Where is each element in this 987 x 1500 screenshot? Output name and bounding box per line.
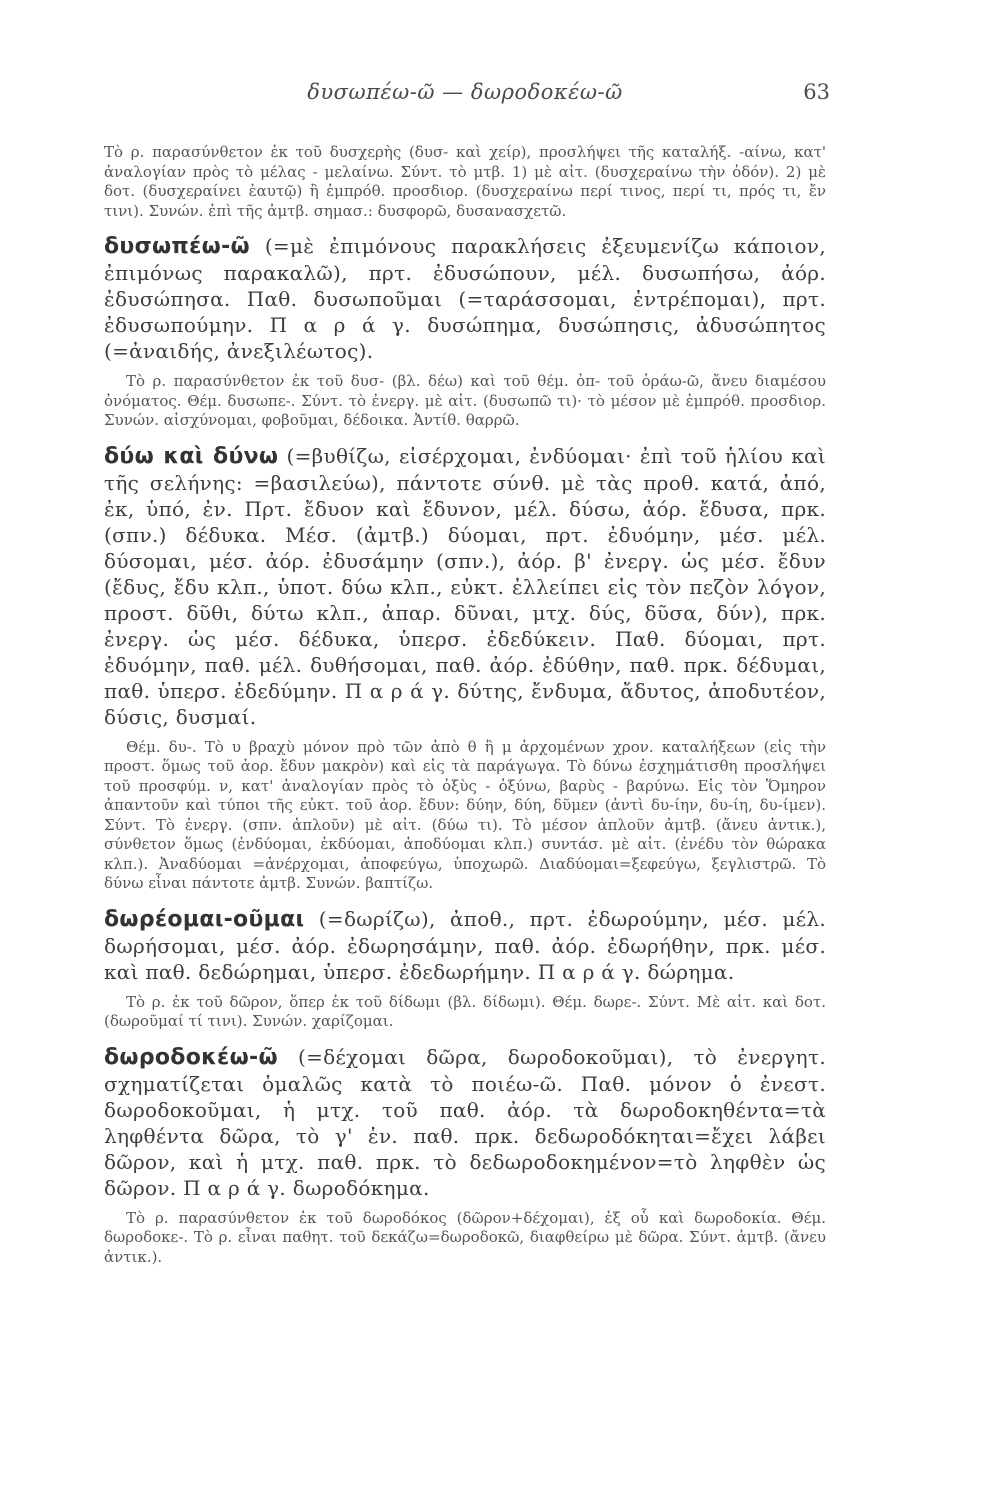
dictionary-entry — [104, 1044, 826, 1268]
entry-lemma: δυσωπέω-ῶ — [104, 234, 250, 259]
dictionary-entry — [104, 443, 826, 894]
entry-lemma: δωρέομαι-οῦμαι — [104, 906, 305, 932]
entry-text: (=βυθίζω, εἰσέρχομαι, ἐνδύομαι· ἐπὶ τοῦ ἡλίου καὶ τῆς σελήνης: =βασιλεύω), πάντοτε σύνθ. μὲ τὰς προθ. κατά, ἀπό, ἐκ, ὑπό, ἐν. Πρτ. ἔδυον καὶ ἔδυνον, μέλ. δύσω, ἀόρ. ἔδυσα, πρκ. (σπν.) δέδυκα. Μέσ. (ἀμτβ.) δύομαι, πρτ. ἐδυόμην, μέσ. μέλ. δύσομαι, μέσ. ἀόρ. ἐδυσάμην (σπν.), ἀόρ. β' ἐνεργ. ὡς μέσ. ἔδυν (ἔδυς, ἔδυ κλπ., ὑποτ. δύω κλπ., εὐκτ. ἐλλείπει εἰς τὸν πεζὸν λόγον, προστ. δῦθι, δύτω κλπ., ἀπαρ. δῦναι, μτχ. δύς, δῦσα, δύν), πρκ. ἐνεργ. ὡς μέσ. δέδυκα, ὑπερσ. ἐδεδύκειν. Παθ. δύομαι, πρτ. ἐδυόμην, παθ. μέλ. δυθήσομαι, παθ. ἀόρ. ἐδύθην, παθ. πρκ. δέδυμαι, παθ. ὑπερσ. ἐδεδύμην. Π α ρ ά γ. δύτης, ἔνδυμα, ἄδυτος, ἀποδυτέον, δύσις, δυσμαί. — [104, 443, 826, 729]
entry-definition — [104, 906, 826, 985]
entry-lemma: δύω καὶ δύνω — [104, 443, 279, 469]
etymology-note: Θέμ. δυ-. Τὸ υ βραχὺ μόνον πρὸ τῶν ἀπὸ θ ἢ μ ἀρχομένων χρον. καταλήξεων (εἰς τὴν προστ. ὅμως τοῦ ἀορ. ἔδυν μακρὸν) καὶ εἰς τὰ παράγωγα. Τὸ δύνω ἐσχημάτισθη προσλήψει τοῦ προσφύμ. ν, κατ' ἀναλογίαν πρὸς τὸ ὀξὺς - ὀξύνω, βαρὺς - βαρύνω. Εἰς τὸν Ὅμηρον ἀπαντοῦν καὶ τύποι τῆς εὐκτ. τοῦ ἀορ. ἔδυν: δύην, δύη, δῦμεν (ἀντὶ δυ-ίην, δυ-ίη, δυ-ίμεν). Σύντ. Τὸ ἐνεργ. (σπν. ἁπλοῦν) μὲ αἰτ. (δύω τι). Τὸ μέσον ἁπλοῦν ἀμτβ. (ἄνευ ἀντικ.), σύνθετον ὅμως (ἐνδύομαι, ἐκδύομαι, ἀποδύομαι κλπ.) συντάσ. μὲ αἰτ. (ἐνέδυ τὸν θώρακα κλπ.). Ἀναδύομαι =ἀνέρχομαι, ἀποφεύγω, ὑποχωρῶ. Διαδύομαι=ξεφεύγω, ξεγλιστρῶ. Τὸ δύνω εἶναι πάντοτε ἀμτβ. Συνών. βαπτίζω. — [104, 737, 826, 892]
page-header — [100, 80, 830, 120]
entry-text: (=δέχομαι δῶρα, δωροδοκοῦμαι), τὸ ἐνεργητ. σχηματίζεται ὁμαλῶς κατὰ τὸ ποιέω-ῶ. Παθ. μόνον ὁ ἐνεστ. δωροδοκοῦμαι, ἡ μτχ. τοῦ παθ. ἀόρ. τὰ δωροδοκηθέντα=τὰ ληφθέντα δῶρα, τὸ γ' ἑν. παθ. πρκ. δεδωροδόκηται=ἔχει λάβει δῶρον, καὶ ἡ μτχ. παθ. πρκ. τὸ δεδωροδοκημένον=τὸ ληφθὲν ὡς δῶρον. Π α ρ ά γ. δωροδόκημα. — [104, 1044, 826, 1200]
entry-definition — [104, 233, 826, 364]
dictionary-entry — [104, 233, 826, 431]
continued-entry — [104, 143, 826, 221]
etymology-note: Τὸ ρ. παρασύνθετον ἐκ τοῦ δωροδόκος (δῶρον+δέχομαι), ἐξ οὗ καὶ δωροδοκία. Θέμ. δωροδοκε-. Τὸ ρ. εἶναι παθητ. τοῦ δεκάζω=δωροδοκῶ, διαφθείρω μὲ δῶρα. Σύντ. ἀμτβ. (ἄνευ ἀντικ.). — [104, 1208, 826, 1266]
etymology-note: Τὸ ρ. παρασύνθετον ἐκ τοῦ δυσχερὴς (δυσ- καὶ χείρ), προσλήψει τῆς καταλήξ. -αίνω, κατ' ἀναλογίαν πρὸς τὸ μέλας - μελαίνω. Σύντ. τὸ μτβ. 1) μὲ αἰτ. (δυσχεραίνω τὴν ὁδόν). 2) μὲ δοτ. (δυσχεραίνει ἑαυτῷ) ἢ ἐμπρόθ. προσδιορ. (δυσχεραίνω περί τινος, περί τι, πρός τι, ἔν τινι). Συνών. ἐπὶ τῆς ἀμτβ. σημασ.: δυσφορῶ, δυσανασχετῶ. — [104, 143, 826, 220]
entry-definition — [104, 1044, 826, 1201]
page-number: 63 — [803, 80, 830, 104]
running-head: δυσωπέω-ῶ — δωροδοκέω-ῶ — [307, 80, 623, 104]
entry-lemma: δωροδοκέω-ῶ — [104, 1044, 278, 1070]
page-body — [104, 143, 826, 1279]
entry-definition — [104, 443, 826, 730]
entry-text: (=μὲ ἐπιμόνους παρακλήσεις ἐξευμενίζω κάποιον, ἐπιμόνως παρακαλῶ), πρτ. ἐδυσώπουν, μέλ. δυσωπήσω, ἀόρ. ἐδυσώπησα. Παθ. δυσωποῦμαι (=ταράσσομαι, ἐντρέπομαι), πρτ. ἐδυσωπούμην. Π α ρ ά γ. δυσώπημα, δυσώπησις, ἀδυσώπητος (=ἀναιδής, ἀνεξιλέωτος). — [104, 234, 826, 363]
etymology-note: Τὸ ρ. ἐκ τοῦ δῶρον, ὅπερ ἐκ τοῦ δίδωμι (βλ. δίδωμι). Θέμ. δωρε-. Σύντ. Μὲ αἰτ. καὶ δοτ. (δωροῦμαί τί τινι). Συνών. χαρίζομαι. — [104, 992, 826, 1030]
etymology-note: Τὸ ρ. παρασύνθετον ἐκ τοῦ δυσ- (βλ. δέω) καὶ τοῦ θέμ. ὀπ- τοῦ ὁράω-ῶ, ἄνευ διαμέσου ὀνόματος. Θέμ. δυσωπε-. Σύντ. τὸ ἐνεργ. μὲ αἰτ. (δυσωπῶ τι)· τὸ μέσον μὲ ἐμπρόθ. προσδιορ. Συνών. αἰσχύνομαι, φοβοῦμαι, δέδοικα. Ἀντίθ. θαρρῶ. — [104, 372, 826, 429]
dictionary-entry — [104, 906, 826, 1032]
entry-text: (=δωρίζω), ἀποθ., πρτ. ἐδωρούμην, μέσ. μέλ. δωρήσομαι, μέσ. ἀόρ. ἐδωρησάμην, παθ. ἀόρ. ἐδωρήθην, πρκ. μέσ. καὶ παθ. δεδώρημαι, ὑπερσ. ἐδεδωρήμην. Π α ρ ά γ. δώρημα. — [104, 906, 826, 984]
